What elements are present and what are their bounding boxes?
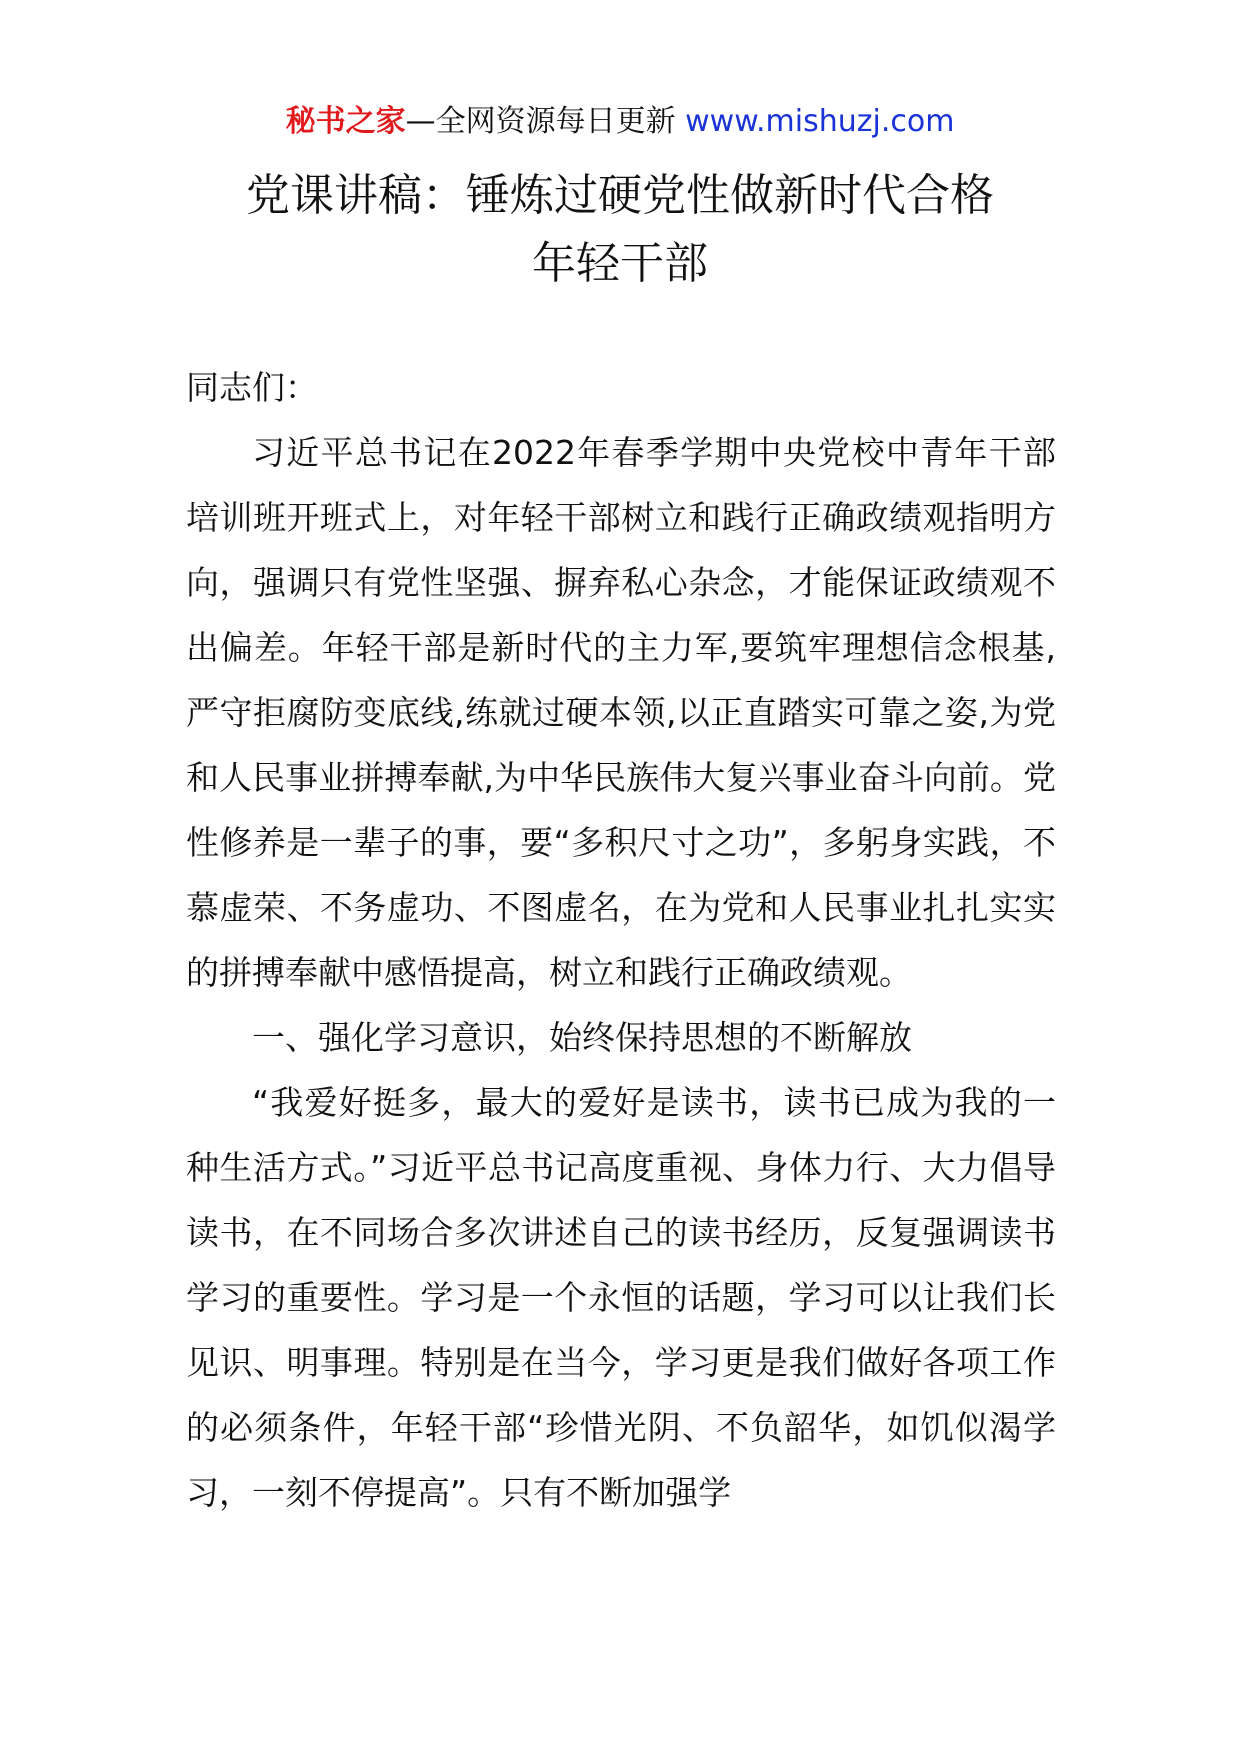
site-header: [0, 100, 1240, 144]
document-title: [0, 162, 1240, 298]
site-url-link[interactable]: www.mishuzj.com: [685, 104, 955, 139]
salutation: 同志们：: [186, 368, 318, 407]
site-slogan: —全网资源每日更新: [405, 104, 686, 139]
title-line-2: 年轻干部: [532, 238, 708, 289]
title-line-1: 党课讲稿：锤炼过硬党性做新时代合格: [246, 170, 994, 221]
brand-name: 秘书之家: [285, 104, 406, 139]
section-heading: 一、强化学习意识，始终保持思想的不断解放: [252, 1018, 912, 1057]
section-paragraph: “我爱好挺多，最大的爱好是读书，读书已成为我的一种生活方式。”习近平总书记高度重视、身体力行、大力倡导读书，在不同场合多次讲述自己的读书经历，反复强调读书学习的重要性。学习是一个永恒的话题，学习可以让我们长见识、明事理。特别是在当今，学习更是我们做好各项工作的必须条件，年轻干部“珍惜光阴、不负韶华，如饥似渴学习，一刻不停提高”。只有不断加强学: [186, 1083, 1056, 1512]
intro-paragraph: 习近平总书记在2022年春季学期中央党校中青年干部培训班开班式上，对年轻干部树立和践行正确政绩观指明方向，强调只有党性坚强、摒弃私心杂念，才能保证政绩观不出偏差。年轻干部是新时代的主力军,要筑牢理想信念根基,严守拒腐防变底线,练就过硬本领,以正直踏实可靠之姿,为党和人民事业拼搏奉献,为中华民族伟大复兴事业奋斗向前。党性修养是一辈子的事，要“多积尺寸之功”，多躬身实践，不慕虚荣、不务虚功、不图虚名，在为党和人民事业扎扎实实的拼搏奉献中感悟提高，树立和践行正确政绩观。: [186, 433, 1056, 992]
document-body: [186, 355, 1056, 1525]
